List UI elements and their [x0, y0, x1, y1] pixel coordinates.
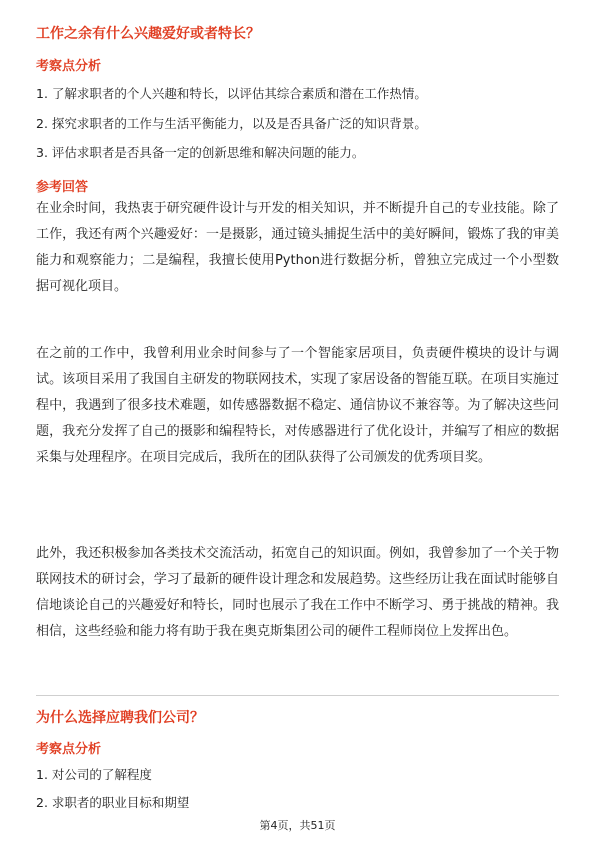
question-title: 为什么选择应聘我们公司？: [36, 710, 204, 726]
answer-paragraph: 在业余时间，我热衷于研究硬件设计与开发的相关知识，并不断提升自己的专业技能。除了工作，我还有两个兴趣爱好：一是摄影，通过镜头捕捉生活中的美好瞬间，锻炼了我的审美能力和观察能力；二是编程，我擅长使用Python进行数据分析，曾独立完成过一个小型数据可视化项目。: [36, 201, 559, 294]
analysis-point: 1. 对公司的了解程度: [36, 767, 152, 782]
analysis-point: 3. 评估求职者是否具备一定的创新思维和解决问题的能力。: [36, 145, 365, 160]
page-number: 第4页，共51页: [259, 819, 336, 832]
analysis-label: 考察点分析: [36, 742, 102, 757]
question-title: 工作之余有什么兴趣爱好或者特长？: [36, 26, 260, 42]
answer-paragraph: 在之前的工作中，我曾利用业余时间参与了一个智能家居项目，负责硬件模块的设计与调试。该项目采用了我国自主研发的物联网技术，实现了家居设备的智能互联。在项目实施过程中，我遇到了很多技术难题，如传感器数据不稳定、通信协议不兼容等。为了解决这些问题，我充分发挥了自己的摄影和编程特长，对传感器进行了优化设计，并编写了相应的数据采集与处理程序。在项目完成后，我所在的团队获得了公司颁发的优秀项目奖。: [36, 346, 559, 465]
answer-paragraph: 此外，我还积极参加各类技术交流活动，拓宽自己的知识面。例如，我曾参加了一个关于物联网技术的研讨会，学习了最新的硬件设计理念和发展趋势。这些经历让我在面试时能够自信地谈论自己的兴趣爱好和特长，同时也展示了我在工作中不断学习、勇于挑战的精神。我相信，这些经验和能力将有助于我在奥克斯集团公司的硬件工程师岗位上发挥出色。: [36, 546, 559, 639]
analysis-point: 1. 了解求职者的个人兴趣和特长，以评估其综合素质和潜在工作热情。: [36, 86, 427, 101]
section-divider: [36, 695, 559, 696]
analysis-label: 考察点分析: [36, 59, 102, 74]
answer-label: 参考回答: [36, 180, 89, 195]
analysis-point: 2. 探究求职者的工作与生活平衡能力，以及是否具备广泛的知识背景。: [36, 116, 427, 131]
analysis-point: 2. 求职者的职业目标和期望: [36, 795, 190, 810]
